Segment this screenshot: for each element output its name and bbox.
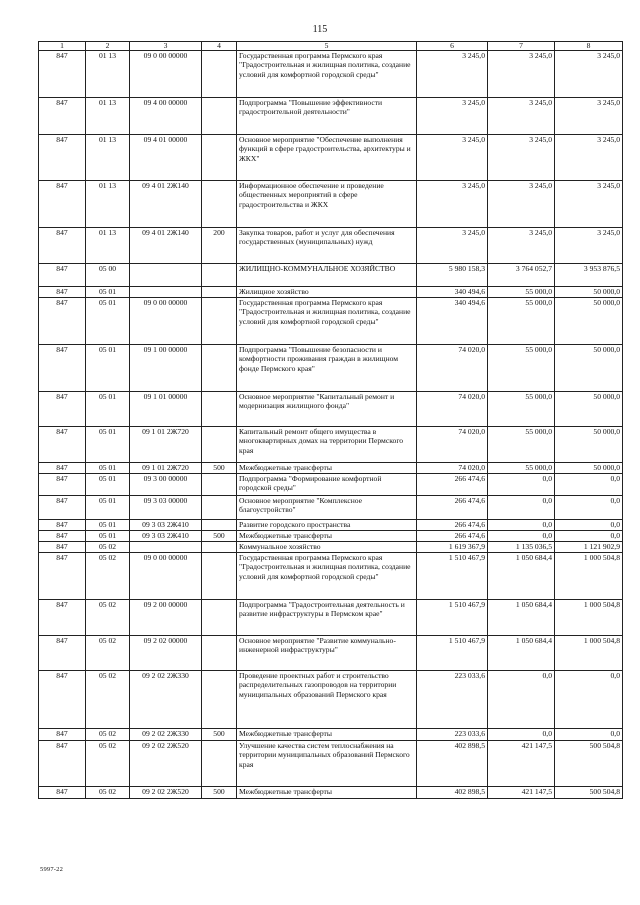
table-cell: 1 619 367,9 (417, 542, 488, 553)
table-cell: 0,0 (488, 520, 555, 531)
table-row (39, 392, 623, 427)
table-cell (202, 520, 237, 531)
table-cell: 847 (39, 98, 86, 135)
table-cell: 01 13 (86, 51, 130, 98)
table-cell: 01 13 (86, 181, 130, 228)
header-cell: 6 (417, 42, 488, 51)
table-cell: 50 000,0 (555, 463, 623, 474)
table-cell: 3 245,0 (555, 135, 623, 181)
table-cell: Межбюджетные трансферты (237, 729, 417, 741)
table-cell: 3 245,0 (488, 181, 555, 228)
table-row (39, 553, 623, 600)
table-cell: 847 (39, 741, 86, 787)
table-cell: 847 (39, 228, 86, 264)
table-cell: 09 4 00 00000 (130, 98, 202, 135)
table-cell: 1 050 684,4 (488, 636, 555, 671)
table-cell (202, 741, 237, 787)
table-cell: 05 01 (86, 496, 130, 520)
table-cell: 50 000,0 (555, 287, 623, 298)
table-cell (202, 298, 237, 345)
table-cell (202, 542, 237, 553)
table-cell: Межбюджетные трансферты (237, 531, 417, 542)
table-cell (202, 51, 237, 98)
header-cell: 2 (86, 42, 130, 51)
table-cell: Жилищное хозяйство (237, 287, 417, 298)
table-cell: 847 (39, 636, 86, 671)
table-cell: 0,0 (555, 496, 623, 520)
table-cell: 847 (39, 392, 86, 427)
table-cell (202, 496, 237, 520)
table-cell: 01 13 (86, 135, 130, 181)
header-cell: 4 (202, 42, 237, 51)
table-cell: ЖИЛИЩНО-КОММУНАЛЬНОЕ ХОЗЯЙСТВО (237, 264, 417, 287)
table-cell: 55 000,0 (488, 345, 555, 392)
table-cell: 3 245,0 (555, 98, 623, 135)
table-cell: 1 000 504,8 (555, 636, 623, 671)
table-cell: Государственная программа Пермского края "Градостроительная и жилищная политика, создание условий для комфортной городской среды" (237, 553, 417, 600)
table-row (39, 345, 623, 392)
table-cell: 1 050 684,4 (488, 553, 555, 600)
table-cell: 05 02 (86, 671, 130, 729)
table-cell: 500 504,8 (555, 787, 623, 799)
table-cell: 500 (202, 531, 237, 542)
table-row (39, 520, 623, 531)
table-cell: Государственная программа Пермского края "Градостроительная и жилищная политика, создание условий для комфортной городской среды" (237, 298, 417, 345)
table-cell: 55 000,0 (488, 463, 555, 474)
table-cell: 74 020,0 (417, 345, 488, 392)
table-cell: 50 000,0 (555, 298, 623, 345)
table-cell: 55 000,0 (488, 287, 555, 298)
table-cell: 74 020,0 (417, 427, 488, 463)
header-cell: 3 (130, 42, 202, 51)
table-row (39, 298, 623, 345)
table-cell: 266 474,6 (417, 496, 488, 520)
table-cell: 55 000,0 (488, 298, 555, 345)
table-cell: 05 01 (86, 287, 130, 298)
table-cell: Подпрограмма "Повышение безопасности и комфортности проживания граждан в жилищном фонде Пермского края" (237, 345, 417, 392)
table-cell: Основное мероприятие "Комплексное благоустройство" (237, 496, 417, 520)
table-cell: Развитие городского пространства (237, 520, 417, 531)
table-row (39, 729, 623, 741)
table-row (39, 287, 623, 298)
table-cell: 421 147,5 (488, 787, 555, 799)
table-row (39, 531, 623, 542)
table-cell: 01 13 (86, 98, 130, 135)
table-cell: Проведение проектных работ и строительство распределительных газопроводов на территории муниципальных образований Пермского края (237, 671, 417, 729)
table-cell: 500 504,8 (555, 741, 623, 787)
table-cell: 0,0 (488, 474, 555, 496)
table-cell: 223 033,6 (417, 729, 488, 741)
table-row (39, 98, 623, 135)
table-cell (202, 636, 237, 671)
table-cell (202, 600, 237, 636)
table-cell: 05 02 (86, 787, 130, 799)
table-cell: 09 3 03 2Ж410 (130, 531, 202, 542)
table-cell: 3 245,0 (417, 98, 488, 135)
table-cell: 3 245,0 (555, 51, 623, 98)
table-cell: 05 01 (86, 345, 130, 392)
table-cell: 200 (202, 228, 237, 264)
table-row (39, 741, 623, 787)
table-cell: 09 2 02 00000 (130, 636, 202, 671)
table-cell: 402 898,5 (417, 787, 488, 799)
table-cell: Межбюджетные трансферты (237, 787, 417, 799)
table-cell: 05 01 (86, 531, 130, 542)
table-cell: 340 494,6 (417, 298, 488, 345)
table-row (39, 264, 623, 287)
table-row (39, 135, 623, 181)
table-cell: 0,0 (488, 671, 555, 729)
table-cell: 09 2 00 00000 (130, 600, 202, 636)
table-cell: 09 0 00 00000 (130, 298, 202, 345)
table-row (39, 542, 623, 553)
table-cell (202, 671, 237, 729)
table-cell: 0,0 (555, 531, 623, 542)
table-cell (202, 135, 237, 181)
table-cell: 3 245,0 (555, 228, 623, 264)
table-cell: 50 000,0 (555, 345, 623, 392)
table-cell: 500 (202, 729, 237, 741)
table-cell: 847 (39, 345, 86, 392)
footer-code: 5997-22 (40, 866, 64, 873)
table-cell (202, 264, 237, 287)
table-cell: 3 764 052,7 (488, 264, 555, 287)
table-row (39, 787, 623, 799)
table-cell: 09 0 00 00000 (130, 553, 202, 600)
table-cell: 847 (39, 463, 86, 474)
table-cell: 09 2 02 2Ж520 (130, 741, 202, 787)
table-cell: 847 (39, 51, 86, 98)
table-cell: 05 01 (86, 463, 130, 474)
table-cell: 0,0 (555, 474, 623, 496)
table-cell: 847 (39, 531, 86, 542)
table-row (39, 474, 623, 496)
table-cell: Капитальный ремонт общего имущества в многоквартирных домах на территории Пермского края (237, 427, 417, 463)
table-cell: Улучшение качества систем теплоснабжения на территории муниципальных образований Пермского края (237, 741, 417, 787)
header-cell: 5 (237, 42, 417, 51)
table-cell: 402 898,5 (417, 741, 488, 787)
table-cell: Подпрограмма "Повышение эффективности градостроительной деятельности" (237, 98, 417, 135)
table-cell: 223 033,6 (417, 671, 488, 729)
table-cell: 847 (39, 496, 86, 520)
table-row (39, 181, 623, 228)
header-row (39, 42, 623, 51)
table-cell (202, 392, 237, 427)
table-cell: 847 (39, 287, 86, 298)
table-cell: 05 02 (86, 729, 130, 741)
table-cell: Закупка товаров, работ и услуг для обеспечения государственных (муниципальных) нужд (237, 228, 417, 264)
table-cell: 0,0 (555, 729, 623, 741)
table-cell: Основное мероприятие "Развитие коммунально-инженерной инфраструктуры" (237, 636, 417, 671)
table-cell (130, 287, 202, 298)
table-cell: 3 245,0 (488, 98, 555, 135)
table-cell: 0,0 (488, 729, 555, 741)
table-cell: 09 1 01 2Ж720 (130, 427, 202, 463)
table-cell: 847 (39, 729, 86, 741)
table-cell: 74 020,0 (417, 392, 488, 427)
table-cell: 847 (39, 264, 86, 287)
table-cell: Подпрограмма "Формирование комфортной городской среды" (237, 474, 417, 496)
table-cell: 0,0 (488, 496, 555, 520)
table-cell: 09 2 02 2Ж330 (130, 671, 202, 729)
table-cell: 09 3 03 2Ж410 (130, 520, 202, 531)
table-cell: 847 (39, 181, 86, 228)
table-cell: 05 02 (86, 600, 130, 636)
table-cell (202, 553, 237, 600)
page-number: 115 (312, 24, 328, 35)
table-cell: 09 4 01 00000 (130, 135, 202, 181)
table-cell: 1 135 036,5 (488, 542, 555, 553)
table-cell: 847 (39, 542, 86, 553)
table-cell: 09 3 03 00000 (130, 496, 202, 520)
table-cell (130, 264, 202, 287)
table-cell: 05 01 (86, 474, 130, 496)
table-cell: 3 245,0 (417, 135, 488, 181)
table-cell: 50 000,0 (555, 392, 623, 427)
table-cell: 3 245,0 (488, 228, 555, 264)
table-cell: 1 050 684,4 (488, 600, 555, 636)
table-cell: 1 000 504,8 (555, 553, 623, 600)
table-cell: 500 (202, 787, 237, 799)
table-cell: 1 510 467,9 (417, 553, 488, 600)
table-cell: 74 020,0 (417, 463, 488, 474)
table-cell: 09 1 01 2Ж720 (130, 463, 202, 474)
table-cell: 3 245,0 (417, 51, 488, 98)
table-cell: 1 000 504,8 (555, 600, 623, 636)
header-cell: 1 (39, 42, 86, 51)
table-cell: 847 (39, 520, 86, 531)
header-cell: 8 (555, 42, 623, 51)
table-cell: 340 494,6 (417, 287, 488, 298)
table-cell (202, 345, 237, 392)
table-cell: 05 01 (86, 520, 130, 531)
table-cell: 09 4 01 2Ж140 (130, 181, 202, 228)
table-row (39, 496, 623, 520)
table-cell (202, 181, 237, 228)
table-cell: 3 245,0 (417, 181, 488, 228)
table-cell: 05 02 (86, 542, 130, 553)
table-cell: 0,0 (555, 671, 623, 729)
table-cell: 09 0 00 00000 (130, 51, 202, 98)
table-cell: 266 474,6 (417, 474, 488, 496)
table-cell: 55 000,0 (488, 427, 555, 463)
table-cell: 05 02 (86, 553, 130, 600)
table-cell: 847 (39, 474, 86, 496)
table-cell: Информационное обеспечение и проведение общественных мероприятий в сфере градостроительства и ЖКХ (237, 181, 417, 228)
table-cell: 50 000,0 (555, 427, 623, 463)
table-cell (130, 542, 202, 553)
table-cell: 05 02 (86, 741, 130, 787)
table-cell: Коммунальное хозяйство (237, 542, 417, 553)
table-cell (202, 287, 237, 298)
table-cell: 847 (39, 600, 86, 636)
table-cell: 421 147,5 (488, 741, 555, 787)
table-cell: 847 (39, 671, 86, 729)
table-cell: 09 3 00 00000 (130, 474, 202, 496)
table-row (39, 636, 623, 671)
table-cell (202, 427, 237, 463)
table-cell: 01 13 (86, 228, 130, 264)
table-cell: 847 (39, 553, 86, 600)
table-row (39, 671, 623, 729)
table-cell (202, 474, 237, 496)
table-cell: 5 980 158,3 (417, 264, 488, 287)
table-cell: 05 01 (86, 298, 130, 345)
table-cell: 3 245,0 (488, 135, 555, 181)
table-cell: 0,0 (488, 531, 555, 542)
table-cell: 500 (202, 463, 237, 474)
table-cell: 55 000,0 (488, 392, 555, 427)
table-cell: 09 2 02 2Ж520 (130, 787, 202, 799)
table-cell: 847 (39, 135, 86, 181)
table-cell: 1 510 467,9 (417, 636, 488, 671)
table-cell: 3 245,0 (555, 181, 623, 228)
table-cell: 09 4 01 2Ж140 (130, 228, 202, 264)
table-row (39, 228, 623, 264)
table-cell: 3 953 876,5 (555, 264, 623, 287)
table-cell: Государственная программа Пермского края "Градостроительная и жилищная политика, создание условий для комфортной городской среды" (237, 51, 417, 98)
table-cell: 09 1 01 00000 (130, 392, 202, 427)
table-cell: 266 474,6 (417, 520, 488, 531)
table-cell: 0,0 (555, 520, 623, 531)
table-cell: 847 (39, 298, 86, 345)
budget-table (38, 41, 623, 799)
table-cell: 09 2 02 2Ж330 (130, 729, 202, 741)
table-cell: 05 02 (86, 636, 130, 671)
table-row (39, 51, 623, 98)
table-cell: 05 00 (86, 264, 130, 287)
table-cell: Подпрограмма "Градостроительная деятельность и развитие инфраструктуры в Пермском крае" (237, 600, 417, 636)
table-cell: 266 474,6 (417, 531, 488, 542)
table-cell: 05 01 (86, 427, 130, 463)
table-cell: 09 1 00 00000 (130, 345, 202, 392)
table-cell: 847 (39, 427, 86, 463)
table-cell: 3 245,0 (417, 228, 488, 264)
table-row (39, 427, 623, 463)
table-cell: 1 121 902,9 (555, 542, 623, 553)
table-cell: 05 01 (86, 392, 130, 427)
table-cell: 3 245,0 (488, 51, 555, 98)
table-cell: 847 (39, 787, 86, 799)
table-cell: Основное мероприятие "Обеспечение выполнения функций в сфере градостроительства, архитектуры и ЖКХ" (237, 135, 417, 181)
table-row (39, 463, 623, 474)
table-cell (202, 98, 237, 135)
table-cell: 1 510 467,9 (417, 600, 488, 636)
table-cell: Межбюджетные трансферты (237, 463, 417, 474)
table-row (39, 600, 623, 636)
table-cell: Основное мероприятие "Капитальный ремонт и модернизация жилищного фонда" (237, 392, 417, 427)
header-cell: 7 (488, 42, 555, 51)
